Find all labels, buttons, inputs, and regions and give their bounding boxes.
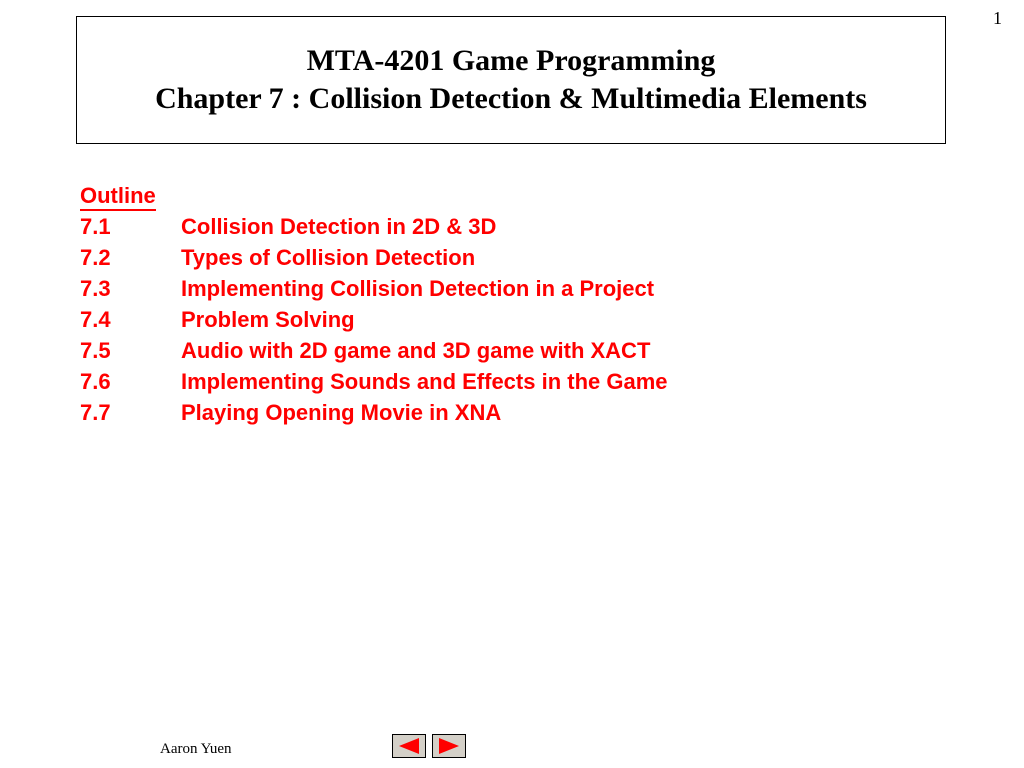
left-arrow-icon xyxy=(397,737,421,755)
outline-item-text: Playing Opening Movie in XNA xyxy=(181,400,502,425)
chapter-title: Chapter 7 : Collision Detection & Multimedia Elements xyxy=(155,82,867,115)
outline-list xyxy=(80,211,668,428)
outline-item-number: 7.7 xyxy=(80,400,111,425)
footer-author: Aaron Yuen xyxy=(160,741,232,757)
outline-item-number: 7.3 xyxy=(80,276,111,301)
outline-item-text: Problem Solving xyxy=(181,307,355,332)
outline-item-text: Implementing Sounds and Effects in the Game xyxy=(181,369,668,394)
outline-item-7-5 xyxy=(80,335,668,366)
outline-item-7-7 xyxy=(80,397,668,428)
title-box xyxy=(76,16,946,144)
outline-item-text: Types of Collision Detection xyxy=(181,245,476,270)
page-number: 1 xyxy=(993,8,1002,28)
outline-item-7-6 xyxy=(80,366,668,397)
outline-item-number: 7.4 xyxy=(80,307,111,332)
next-slide-button[interactable] xyxy=(432,734,466,758)
outline-item-7-2 xyxy=(80,242,668,273)
outline-item-7-3 xyxy=(80,273,668,304)
outline-item-text: Implementing Collision Detection in a Project xyxy=(181,276,655,301)
outline-item-7-4 xyxy=(80,304,668,335)
outline-item-text: Collision Detection in 2D & 3D xyxy=(181,214,497,239)
outline-item-number: 7.6 xyxy=(80,369,111,394)
outline-item-number: 7.5 xyxy=(80,338,111,363)
outline-section xyxy=(80,181,668,428)
right-arrow-icon xyxy=(437,737,461,755)
outline-item-7-1 xyxy=(80,211,668,242)
slide-navigation xyxy=(392,734,466,758)
outline-item-number: 7.2 xyxy=(80,245,111,270)
outline-item-number: 7.1 xyxy=(80,214,111,239)
outline-heading: Outline xyxy=(80,181,156,211)
previous-slide-button[interactable] xyxy=(392,734,426,758)
course-title: MTA-4201 Game Programming xyxy=(306,44,716,77)
outline-item-text: Audio with 2D game and 3D game with XACT xyxy=(181,338,651,363)
